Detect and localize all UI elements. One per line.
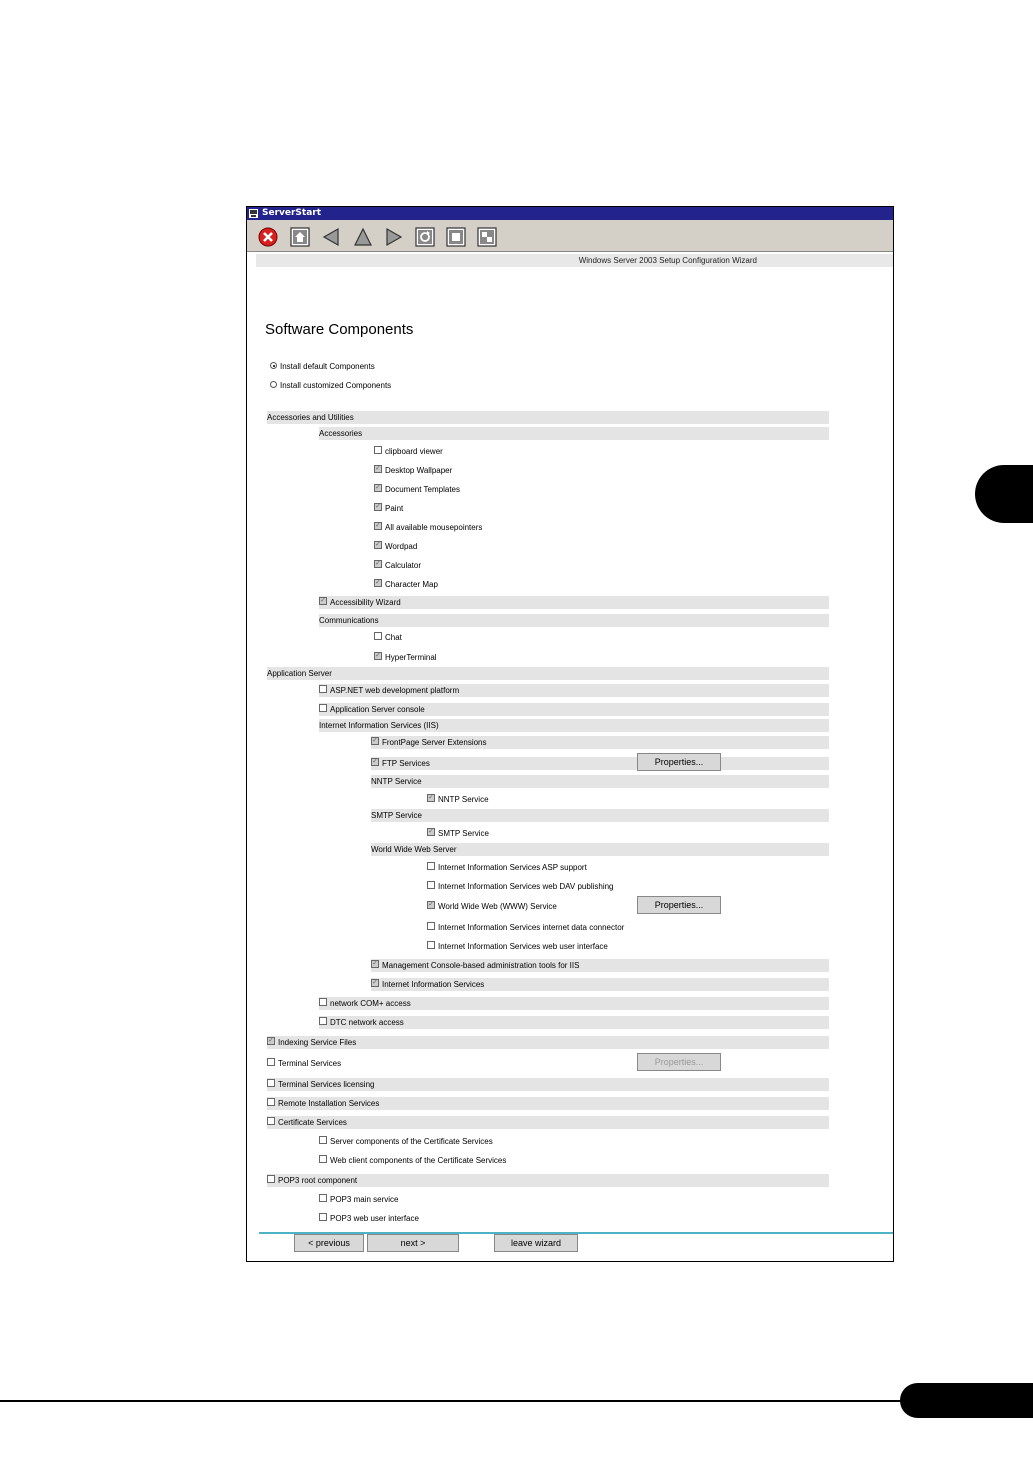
component-label: Internet Information Services (IIS) bbox=[319, 721, 439, 730]
component-row[interactable] bbox=[374, 464, 829, 477]
radio-label: Install default Components bbox=[280, 362, 375, 371]
component-label: World Wide Web Server bbox=[371, 845, 457, 854]
component-checkbox[interactable]: ✓ bbox=[375, 502, 381, 510]
component-checkbox[interactable]: ✓ bbox=[375, 521, 381, 529]
radio-button[interactable] bbox=[270, 362, 277, 369]
component-checkbox[interactable] bbox=[267, 1098, 275, 1106]
component-label: Internet Information Services web DAV publishing bbox=[438, 882, 614, 891]
page-number-tab bbox=[900, 1383, 1033, 1418]
component-row[interactable] bbox=[267, 1097, 829, 1110]
ftp-properties-button[interactable]: Properties... bbox=[637, 753, 721, 771]
component-label: HyperTerminal bbox=[385, 653, 437, 662]
component-label: Application Server console bbox=[330, 705, 425, 714]
radio-default-components[interactable] bbox=[270, 361, 375, 373]
component-row[interactable] bbox=[267, 1116, 829, 1129]
component-label: Accessibility Wizard bbox=[330, 598, 401, 607]
component-label: Internet Information Services internet data connector bbox=[438, 923, 625, 932]
close-icon[interactable] bbox=[258, 227, 278, 247]
component-row[interactable] bbox=[319, 997, 829, 1010]
component-label: All available mousepointers bbox=[385, 523, 483, 532]
component-checkbox[interactable]: ✓ bbox=[268, 1036, 274, 1044]
component-label: Internet Information Services bbox=[382, 980, 485, 989]
component-label: Desktop Wallpaper bbox=[385, 466, 453, 475]
component-checkbox[interactable]: ✓ bbox=[372, 978, 378, 986]
component-checkbox[interactable] bbox=[267, 1117, 275, 1125]
page-title: Software Components bbox=[265, 321, 414, 338]
radio-label: Install customized Components bbox=[280, 381, 392, 390]
component-label: POP3 root component bbox=[278, 1176, 358, 1185]
component-label: ASP.NET web development platform bbox=[330, 686, 460, 695]
component-checkbox[interactable] bbox=[319, 685, 327, 693]
fullscreen-icon[interactable] bbox=[477, 227, 497, 247]
component-row[interactable] bbox=[427, 880, 829, 893]
component-label: DTC network access bbox=[330, 1018, 404, 1027]
component-checkbox[interactable]: ✓ bbox=[375, 578, 381, 586]
component-label: POP3 main service bbox=[330, 1195, 399, 1204]
component-group-header bbox=[319, 719, 829, 732]
component-label: World Wide Web (WWW) Service bbox=[438, 902, 557, 911]
component-checkbox[interactable] bbox=[427, 922, 435, 930]
component-row[interactable] bbox=[374, 540, 829, 553]
toolbar bbox=[247, 220, 893, 252]
serverstart-window bbox=[246, 206, 894, 1262]
component-checkbox[interactable]: ✓ bbox=[375, 540, 381, 548]
www-properties-button[interactable]: Properties... bbox=[637, 896, 721, 914]
component-label: Server components of the Certificate Services bbox=[330, 1137, 493, 1146]
component-row[interactable] bbox=[374, 651, 829, 664]
component-label: Accessories bbox=[319, 429, 363, 438]
component-row[interactable] bbox=[319, 1016, 829, 1029]
home-icon[interactable] bbox=[290, 227, 310, 247]
component-label: POP3 web user interface bbox=[330, 1214, 419, 1223]
component-label: Accessories and Utilities bbox=[267, 413, 354, 422]
leave-wizard-button[interactable]: leave wizard bbox=[494, 1234, 578, 1252]
component-checkbox[interactable] bbox=[374, 632, 382, 640]
component-label: FTP Services bbox=[382, 759, 430, 768]
component-label: Chat bbox=[385, 633, 402, 642]
component-row[interactable] bbox=[427, 900, 829, 913]
back-icon[interactable] bbox=[321, 227, 341, 247]
component-checkbox[interactable]: ✓ bbox=[375, 483, 381, 491]
component-label: Application Server bbox=[267, 669, 332, 678]
component-label: Remote Installation Services bbox=[278, 1099, 380, 1108]
component-group-header bbox=[267, 411, 829, 424]
component-row[interactable] bbox=[319, 1212, 829, 1225]
component-checkbox[interactable] bbox=[319, 704, 327, 712]
component-label: Indexing Service Files bbox=[278, 1038, 357, 1047]
component-label: Document Templates bbox=[385, 485, 460, 494]
forward-icon[interactable] bbox=[384, 227, 404, 247]
component-row[interactable] bbox=[319, 1135, 829, 1148]
title-bar bbox=[247, 207, 893, 220]
component-label: Character Map bbox=[385, 580, 438, 589]
chapter-tab bbox=[975, 465, 1033, 523]
component-row[interactable] bbox=[427, 827, 829, 840]
component-label: Paint bbox=[385, 504, 404, 513]
component-label: NNTP Service bbox=[438, 795, 489, 804]
component-checkbox[interactable] bbox=[319, 998, 327, 1006]
component-checkbox[interactable]: ✓ bbox=[428, 827, 434, 835]
component-row[interactable] bbox=[427, 861, 829, 874]
window-icon[interactable] bbox=[446, 227, 466, 247]
component-row[interactable] bbox=[374, 631, 829, 644]
component-label: Certificate Services bbox=[278, 1118, 347, 1127]
component-group-header bbox=[267, 667, 829, 680]
component-label: network COM+ access bbox=[330, 999, 411, 1008]
component-checkbox[interactable]: ✓ bbox=[428, 793, 434, 801]
component-row[interactable] bbox=[371, 757, 829, 770]
app-icon bbox=[249, 209, 258, 218]
component-group-header bbox=[371, 775, 829, 788]
component-label: Terminal Services bbox=[278, 1059, 342, 1068]
component-row[interactable] bbox=[374, 521, 829, 534]
component-row[interactable] bbox=[427, 793, 829, 806]
component-label: Communications bbox=[319, 616, 379, 625]
component-label: Management Console-based administration tools for IIS bbox=[382, 961, 580, 970]
component-checkbox[interactable] bbox=[319, 1194, 327, 1202]
component-checkbox[interactable]: ✓ bbox=[372, 757, 378, 765]
component-label: SMTP Service bbox=[438, 829, 489, 838]
component-row[interactable] bbox=[427, 940, 829, 953]
component-checkbox[interactable] bbox=[427, 941, 435, 949]
wizard-title: Windows Server 2003 Setup Configuration Wizard bbox=[578, 256, 757, 265]
component-row[interactable] bbox=[319, 596, 829, 609]
component-checkbox[interactable] bbox=[319, 1213, 327, 1221]
refresh-icon[interactable] bbox=[415, 227, 435, 247]
component-row[interactable] bbox=[374, 445, 829, 458]
component-label: Internet Information Services ASP support bbox=[438, 863, 587, 872]
component-row[interactable] bbox=[319, 684, 829, 697]
component-row[interactable] bbox=[371, 959, 829, 972]
component-checkbox[interactable] bbox=[374, 446, 382, 454]
page-rule bbox=[0, 1400, 1033, 1402]
component-checkbox[interactable] bbox=[267, 1058, 275, 1066]
component-row[interactable] bbox=[371, 736, 829, 749]
component-checkbox[interactable]: ✓ bbox=[372, 736, 378, 744]
component-checkbox[interactable]: ✓ bbox=[375, 651, 381, 659]
component-row[interactable] bbox=[319, 1154, 829, 1167]
component-checkbox[interactable] bbox=[319, 1017, 327, 1025]
wizard-header bbox=[256, 254, 894, 267]
previous-button[interactable]: < previous bbox=[294, 1234, 364, 1252]
component-group-header bbox=[371, 809, 829, 822]
component-row[interactable] bbox=[319, 1193, 829, 1206]
component-label: Wordpad bbox=[385, 542, 418, 551]
component-group-header bbox=[371, 843, 829, 856]
component-label: SMTP Service bbox=[371, 811, 422, 820]
next-button[interactable]: next > bbox=[367, 1234, 459, 1252]
component-checkbox[interactable] bbox=[319, 1155, 327, 1163]
component-row[interactable] bbox=[267, 1036, 829, 1049]
component-checkbox[interactable]: ✓ bbox=[320, 596, 326, 604]
component-label: NNTP Service bbox=[371, 777, 422, 786]
radio-button[interactable] bbox=[270, 381, 277, 388]
component-group-header bbox=[319, 614, 829, 627]
window-title: ServerStart bbox=[262, 208, 322, 218]
component-row[interactable] bbox=[427, 921, 829, 934]
component-group-header bbox=[319, 427, 829, 440]
component-checkbox[interactable]: ✓ bbox=[375, 559, 381, 567]
component-label: clipboard viewer bbox=[385, 447, 443, 456]
up-icon[interactable] bbox=[353, 227, 373, 247]
component-row[interactable] bbox=[267, 1078, 829, 1091]
component-checkbox[interactable]: ✓ bbox=[375, 464, 381, 472]
component-label: Calculator bbox=[385, 561, 422, 570]
component-row[interactable] bbox=[374, 483, 829, 496]
component-row[interactable] bbox=[371, 978, 829, 991]
component-label: Terminal Services licensing bbox=[278, 1080, 375, 1089]
component-checkbox[interactable] bbox=[427, 881, 435, 889]
component-checkbox[interactable]: ✓ bbox=[428, 900, 434, 908]
component-checkbox[interactable] bbox=[267, 1079, 275, 1087]
component-checkbox[interactable]: ✓ bbox=[372, 959, 378, 967]
component-row[interactable] bbox=[319, 703, 829, 716]
component-checkbox[interactable] bbox=[427, 862, 435, 870]
radio-customized-components[interactable] bbox=[270, 380, 391, 392]
component-label: Web client components of the Certificate Services bbox=[330, 1156, 507, 1165]
component-label: FrontPage Server Extensions bbox=[382, 738, 487, 747]
component-row[interactable] bbox=[267, 1174, 829, 1187]
component-row[interactable] bbox=[267, 1057, 829, 1070]
component-row[interactable] bbox=[374, 502, 829, 515]
component-row[interactable] bbox=[374, 559, 829, 572]
component-checkbox[interactable] bbox=[319, 1136, 327, 1144]
terminal-properties-button[interactable]: Properties... bbox=[637, 1053, 721, 1071]
component-row[interactable] bbox=[374, 578, 829, 591]
component-label: Internet Information Services web user interface bbox=[438, 942, 608, 951]
component-checkbox[interactable] bbox=[267, 1175, 275, 1183]
